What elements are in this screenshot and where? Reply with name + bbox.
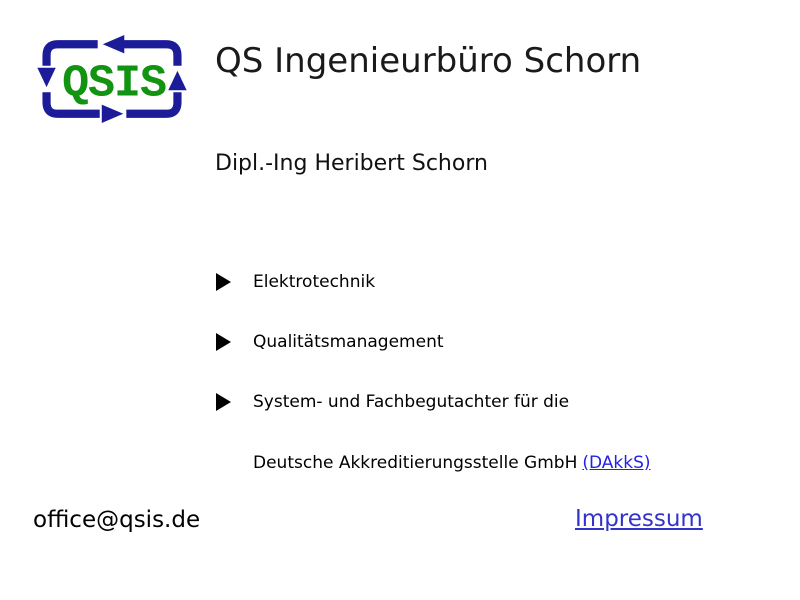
list-item	[216, 392, 569, 412]
arrowhead-left-icon	[103, 35, 124, 53]
logo-text: QSIS	[62, 58, 167, 110]
list-item	[216, 332, 569, 352]
dakks-line	[253, 453, 651, 473]
service-label: System- und Fachbegutachter für die	[253, 391, 570, 412]
triangle-bullet-icon	[216, 333, 231, 351]
dakks-link[interactable]: (DAkkS)	[582, 453, 651, 473]
triangle-bullet-icon	[216, 393, 231, 411]
services-list	[216, 272, 569, 452]
qsis-logo	[36, 34, 188, 124]
dakks-line-text: Deutsche Akkreditierungsstelle GmbH	[253, 453, 578, 473]
page-subtitle: Dipl.-Ing Heribert Schorn	[215, 151, 488, 176]
impressum-link[interactable]: Impressum	[575, 506, 703, 532]
arrowhead-down-icon	[37, 68, 55, 87]
service-label: Qualitätsmanagement	[253, 331, 444, 352]
page-title: QS Ingenieurbüro Schorn	[215, 41, 642, 81]
list-item	[216, 272, 569, 292]
arrowhead-up-icon	[168, 71, 186, 90]
logo-graphic	[36, 34, 188, 124]
triangle-bullet-icon	[216, 273, 231, 291]
email-text: office@qsis.de	[33, 507, 201, 533]
service-label: Elektrotechnik	[253, 271, 376, 292]
